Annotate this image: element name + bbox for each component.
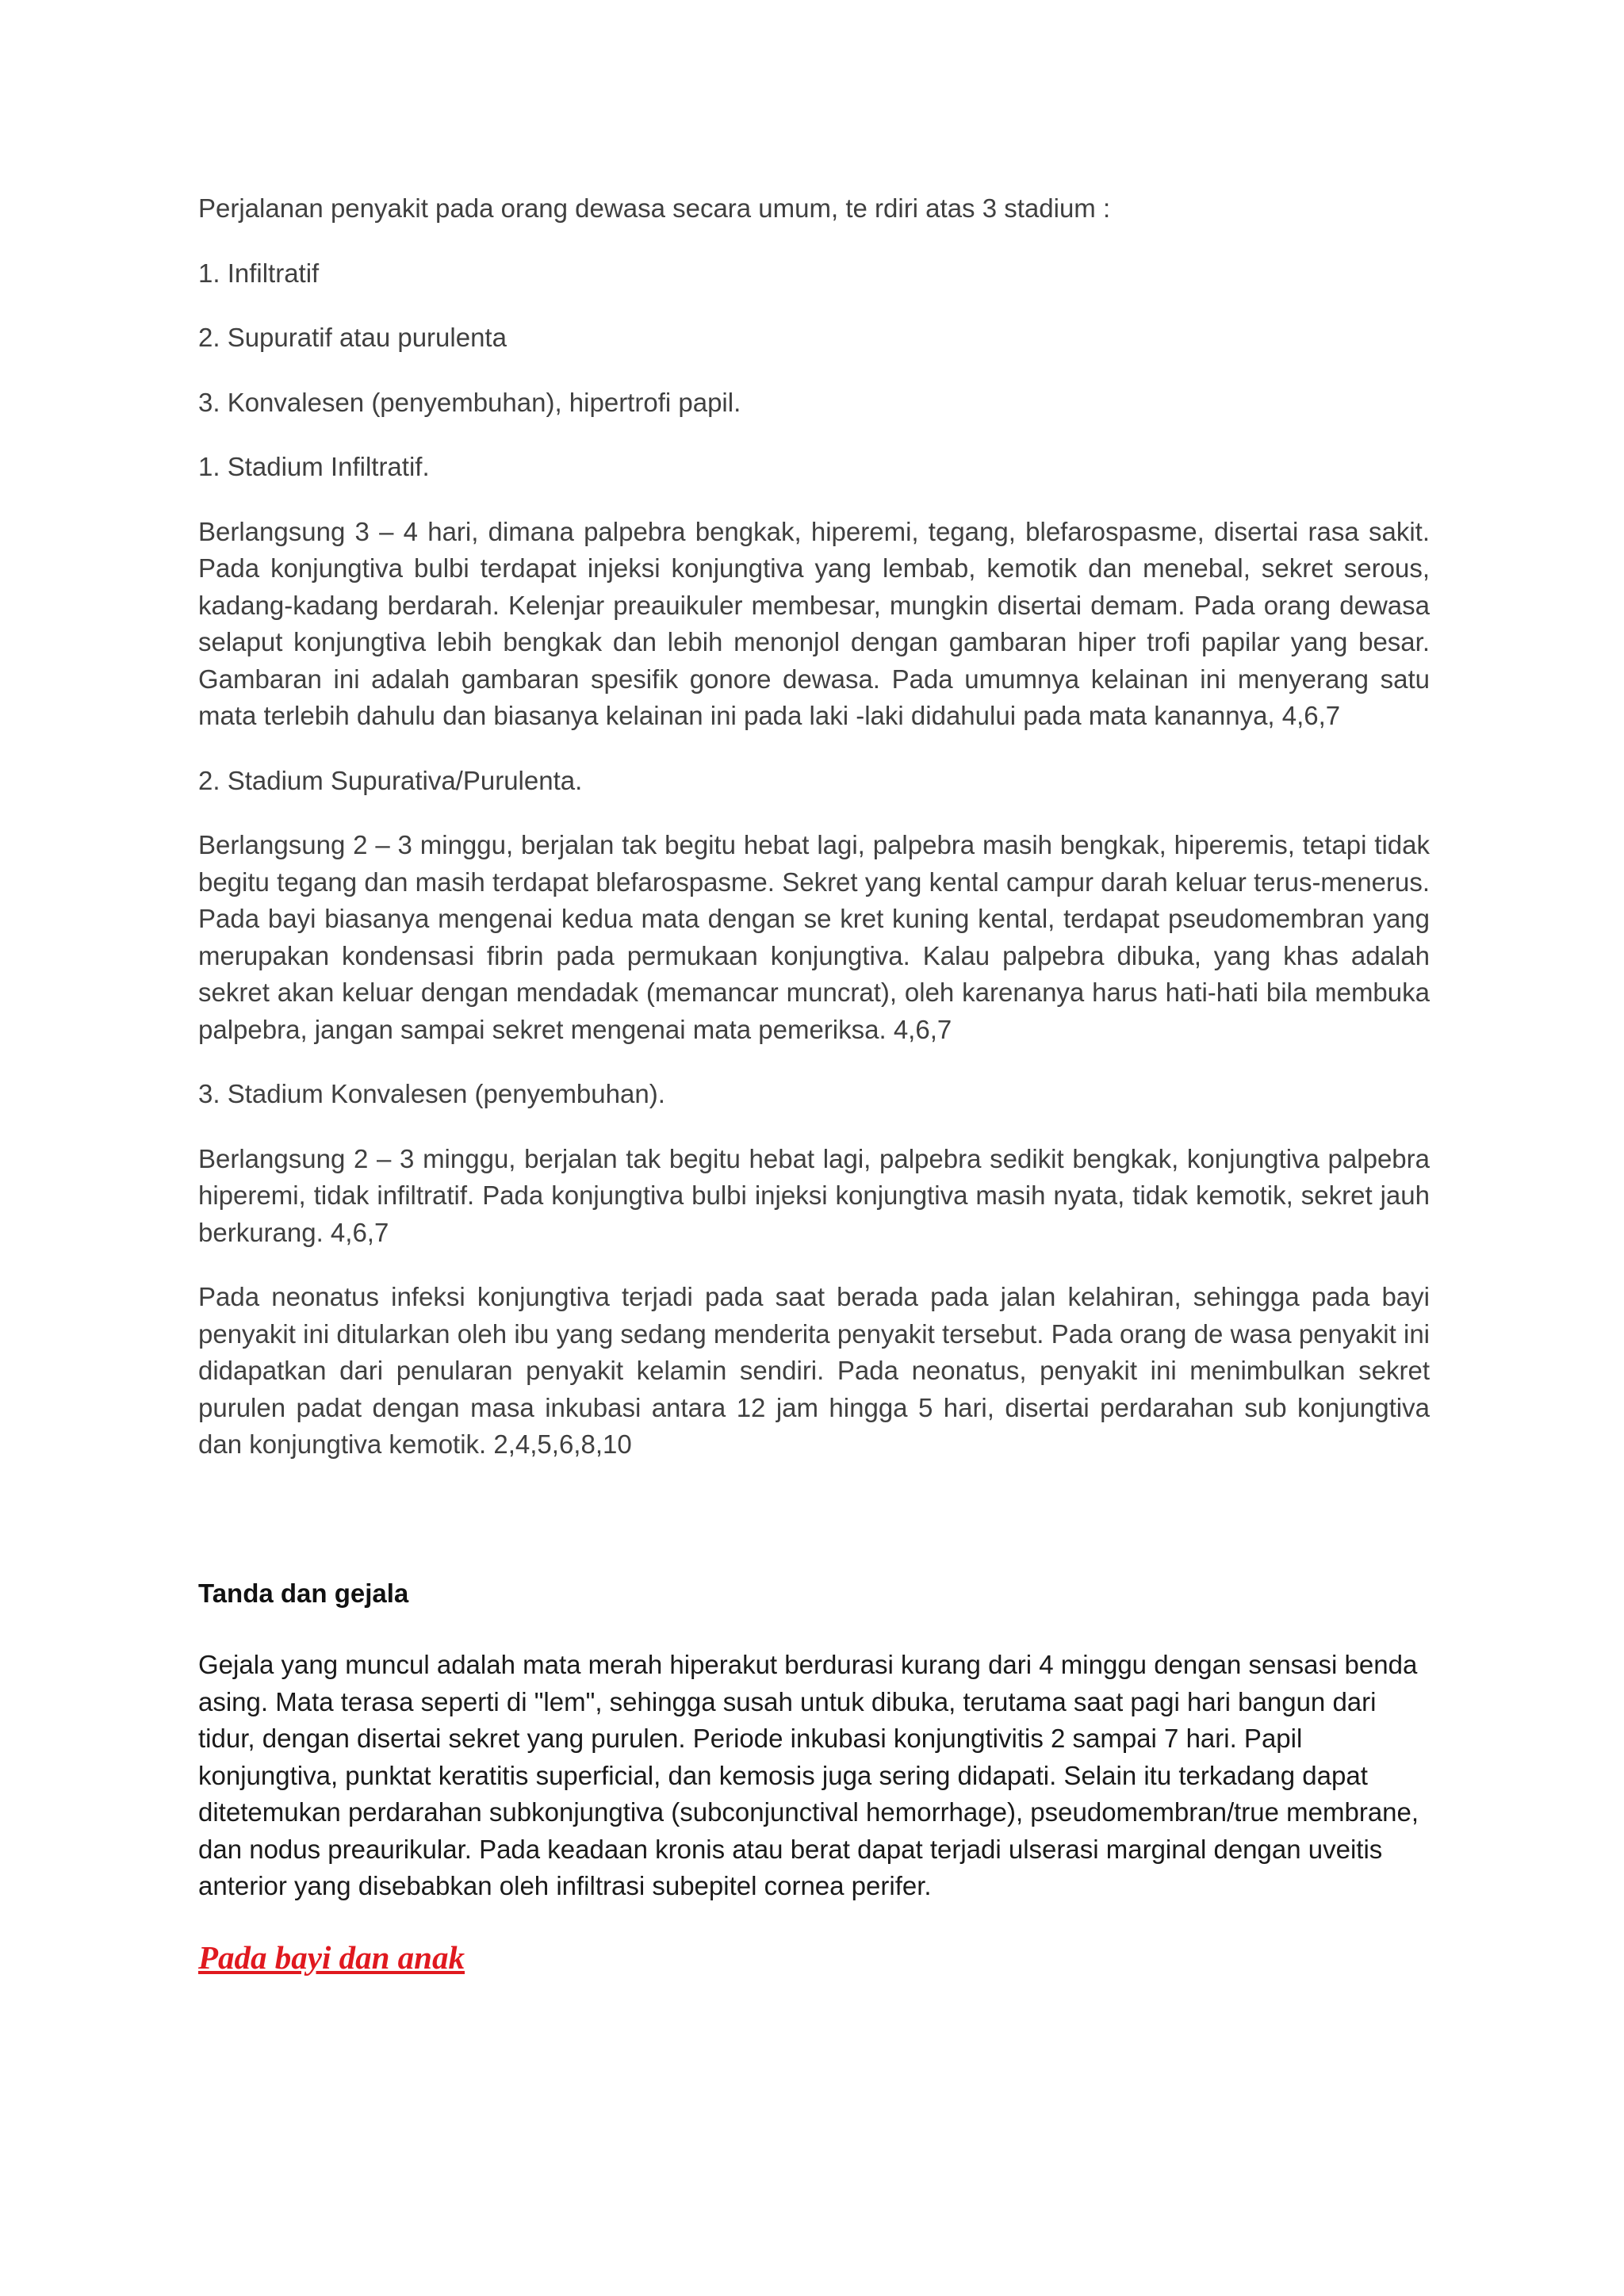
- neonatus-paragraph: Pada neonatus infeksi konjungtiva terjadi pada saat berada pada jalan kelahiran, sehingga pada bayi penyakit ini ditularkan oleh ibu yang sedang menderita penyakit tersebut. Pada orang de wasa penyakit ini didapatkan dari penularan penyakit kelamin sendiri. Pada neonatus, penyakit ini menimbulkan sekret purulen padat dengan masa inkubasi antara 12 jam hingga 5 hari, disertai perdarahan sub konjungtiva dan konjungtiva kemotik. 2,4,5,6,8,10: [198, 1282, 1430, 1459]
- signs-paragraph: Gejala yang muncul adalah mata merah hiperakut berdurasi kurang dari 4 minggu dengan sensasi benda asing. Mata terasa seperti di "lem", sehingga susah untuk dibuka, terutama saat pagi hari bangun dari tidur, dengan disertai sekret yang purulen. Periode inkubasi konjungtivitis 2 sampai 7 hari. Papil konjungtiva, punktat keratitis superficial, dan kemosis juga sering didapati. Selain itu terkadang dapat ditetemukan perdarahan subkonjungtiva (subconjunctival hemorrhage), pseudomembran/true membrane, dan nodus preaurikular. Pada keadaan kronis atau berat dapat terjadi ulserasi marginal dengan uveitis anterior yang disebabkan oleh infiltrasi subepitel cornea perifer.: [198, 1650, 1419, 1900]
- stage-list-item: 3. Konvalesen (penyembuhan), hipertrofi papil.: [198, 387, 741, 417]
- stage-list-item: 1. Infiltratif: [198, 258, 320, 288]
- stage2-title: 2. Stadium Supurativa/Purulenta.: [198, 765, 583, 795]
- stage3-paragraph: Berlangsung 2 – 3 minggu, berjalan tak begitu hebat lagi, palpebra sedikit bengkak, konjungtiva palpebra hiperemi, tidak infiltratif. Pada konjungtiva bulbi injeksi konjungtiva masih nyata, tidak kemotik, sekret jauh berkurang. 4,6,7: [198, 1143, 1430, 1247]
- document-page: [198, 190, 1430, 2006]
- intro-paragraph: Perjalanan penyakit pada orang dewasa secara umum, te rdiri atas 3 stadium :: [198, 193, 1111, 223]
- stage-list-item: 2. Supuratif atau purulenta: [198, 323, 507, 352]
- stage2-paragraph: Berlangsung 2 – 3 minggu, berjalan tak begitu hebat lagi, palpebra masih bengkak, hiperemis, tetapi tidak begitu tegang dan masih terdapat blefarospasme. Sekret yang kental campur darah keluar terus-menerus. Pada bayi biasanya mengenai kedua mata dengan se kret kuning kental, terdapat pseudomembran yang merupakan kondensasi fibrin pada permukaan konjungtiva. Kalau palpebra dibuka, yang khas adalah sekret akan keluar dengan mendadak (memancar muncrat), oleh karenanya harus hati-hati bila membuka palpebra, jangan sampai sekret mengenai mata pemeriksa. 4,6,7: [198, 830, 1430, 1044]
- signs-heading: Tanda dan gejala: [198, 1578, 409, 1608]
- stage1-title: 1. Stadium Infiltratif.: [198, 452, 430, 481]
- section-spacer: [198, 1491, 1430, 1575]
- stage3-title: 3. Stadium Konvalesen (penyembuhan).: [198, 1079, 665, 1108]
- stage1-paragraph: Berlangsung 3 – 4 hari, dimana palpebra bengkak, hiperemi, tegang, blefarospasme, disertai rasa sakit. Pada konjungtiva bulbi terdapat injeksi konjungtiva yang lembab, kemotik dan menebal, sekret serous, kadang-kadang berdarah. Kelenjar preauikuler membesar, mungkin disertai demam. Pada orang dewasa selaput konjungtiva lebih bengkak dan lebih menonjol dengan gambaran hiper trofi papilar yang besar. Gambaran ini adalah gambaran spesifik gonore dewasa. Pada umumnya kelainan ini menyerang satu mata terlebih dahulu dan biasanya kelainan ini pada laki -laki didahului pada mata kanannya, 4,6,7: [198, 516, 1430, 730]
- infant-heading: Pada bayi dan anak: [198, 1938, 465, 1976]
